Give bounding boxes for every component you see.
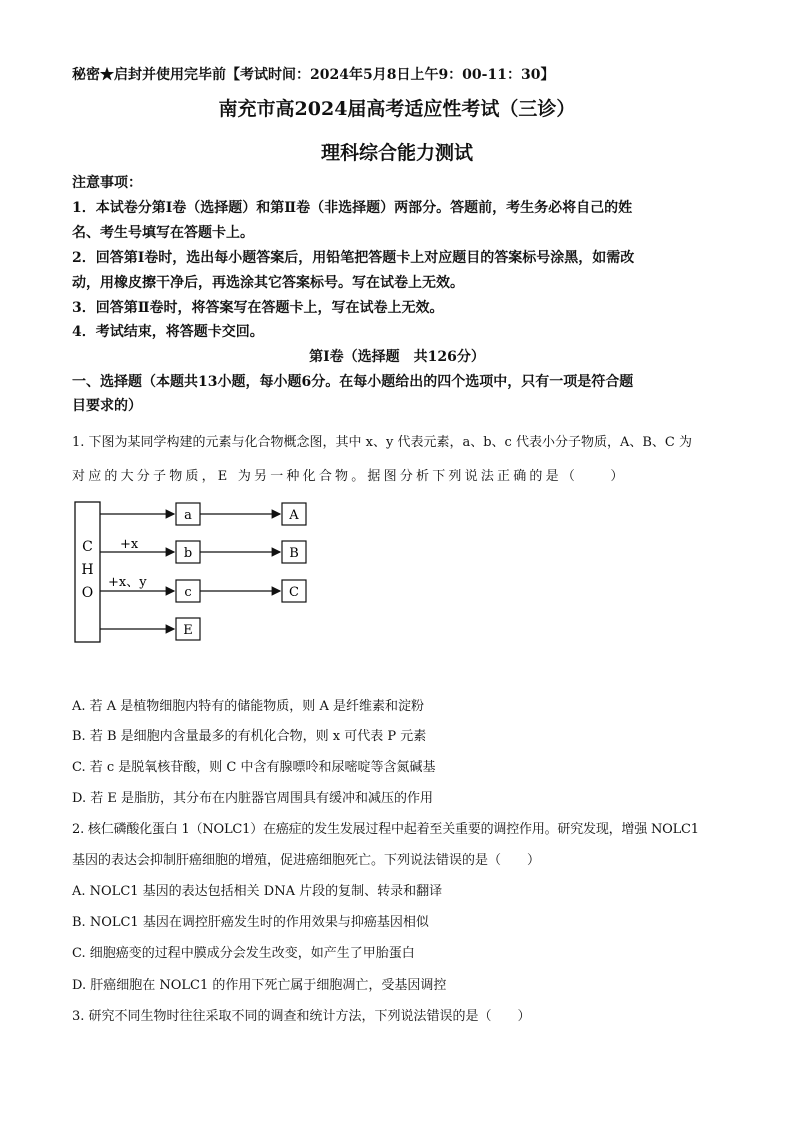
notice-item: 动，用橡皮擦干净后，再选涂其它答案标号。写在试卷上无效。: [72, 275, 464, 291]
element-h: H: [81, 562, 94, 578]
node-c-label: c: [184, 585, 192, 600]
notice-item: 3．回答第Ⅱ卷时，将答案写在答题卡上，写在试卷上无效。: [72, 300, 444, 316]
node-b-label: b: [183, 546, 193, 561]
element-c: C: [82, 539, 93, 555]
q1-stem: 1. 下图为某同学构建的元素与化合物概念图，其中 x、y 代表元素，a、b、c 代表小分子物质，A、B、C 为: [72, 435, 692, 450]
node-B-label: B: [289, 546, 299, 561]
element-o: O: [81, 585, 94, 601]
q1-option-b: B. 若 B 是细胞内含量最多的有机化合物，则 x 可代表 P 元素: [72, 729, 427, 744]
node-E-label: E: [183, 623, 193, 638]
q3-stem: 3. 研究不同生物时往往采取不同的调查和统计方法，下列说法错误的是（ ）: [72, 1009, 531, 1024]
q2-option-b: B. NOLC1 基因在调控肝癌发生时的作用效果与抑癌基因相似: [72, 915, 429, 930]
label-plus-x-y: +x、y: [108, 575, 147, 590]
section-instruction: 目要求的）: [72, 398, 142, 414]
notice-item: 2．回答第Ⅰ卷时，选出每小题答案后，用铅笔把答题卡上对应题目的答案标号涂黑，如需改: [72, 250, 635, 266]
confidential-line: 秘密★启封并使用完毕前【考试时间：2024年5月8日上午9：00-11：30】: [72, 67, 555, 83]
notice-item: 1．本试卷分第Ⅰ卷（选择题）和第Ⅱ卷（非选择题）两部分。答题前，考生务必将自己的姓: [72, 200, 633, 216]
node-a-label: a: [184, 508, 192, 523]
q1-option-d: D. 若 E 是脂肪，其分布在内脏器官周围具有缓冲和减压的作用: [72, 791, 433, 806]
notice-item: 名、考生号填写在答题卡上。: [72, 225, 254, 241]
q2-stem: 基因的表达会抑制肝癌细胞的增殖，促进癌细胞死亡。下列说法错误的是（ ）: [72, 853, 541, 868]
node-A-label: A: [289, 508, 299, 523]
q1-option-c: C. 若 c 是脱氧核苷酸，则 C 中含有腺嘌呤和尿嘧啶等含氮碱基: [72, 760, 436, 775]
section-title: 第Ⅰ卷（选择题 共126分）: [309, 349, 485, 365]
q2-option-a: A. NOLC1 基因的表达包括相关 DNA 片段的复制、转录和翻译: [72, 884, 443, 899]
q1-stem: 对应的大分子物质，E 为另一种化合物。据图分析下列说法正确的是（ ）: [72, 469, 627, 484]
exam-subtitle: 理科综合能力测试: [320, 142, 473, 164]
q2-option-d: D. 肝癌细胞在 NOLC1 的作用下死亡属于细胞凋亡，受基因调控: [72, 978, 447, 993]
q2-stem: 2. 核仁磷酸化蛋白 1（NOLC1）在癌症的发生发展过程中起着至关重要的调控作用。研究发现，增强 NOLC1: [72, 822, 699, 837]
concept-diagram: [60, 490, 330, 660]
q2-option-c: C. 细胞癌变的过程中膜成分会发生改变，如产生了甲胎蛋白: [72, 946, 415, 961]
label-plus-x: +x: [120, 537, 139, 552]
section-instruction: 一、选择题（本题共13小题，每小题6分。在每小题给出的四个选项中，只有一项是符合题: [72, 374, 634, 390]
node-C-label: C: [289, 585, 299, 600]
notice-item: 4．考试结束，将答题卡交回。: [72, 324, 264, 340]
notice-heading: 注意事项：: [72, 175, 142, 191]
exam-title: 南充市高2024届高考适应性考试（三诊）: [218, 98, 576, 120]
q1-option-a: A. 若 A 是植物细胞内特有的储能物质，则 A 是纤维素和淀粉: [72, 699, 424, 714]
